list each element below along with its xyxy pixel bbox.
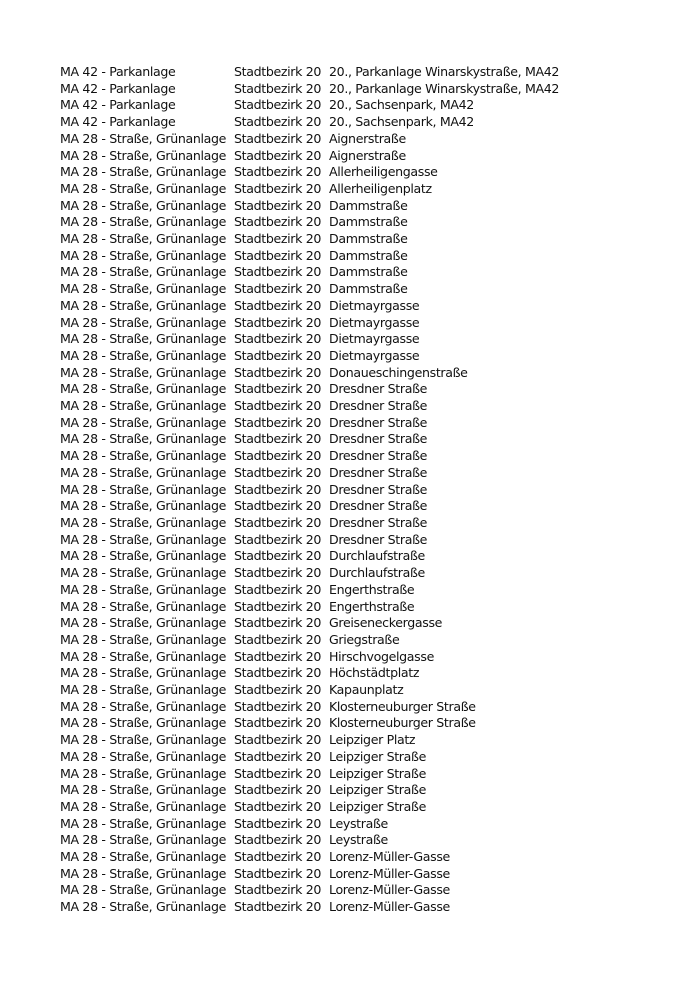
department-cell: MA 28 - Straße, Grünanlage [60, 648, 227, 664]
location-cell: Dammstraße [329, 264, 408, 280]
district-cell: Stadtbezirk 20 [234, 514, 322, 530]
table-row [60, 97, 559, 114]
table-row [60, 248, 559, 265]
location-cell: Engerthstraße [329, 581, 415, 597]
district-cell: Stadtbezirk 20 [234, 615, 322, 631]
department-cell: MA 28 - Straße, Grünanlage [60, 899, 227, 915]
district-cell: Stadtbezirk 20 [234, 581, 322, 597]
location-cell: Allerheiligenplatz [329, 180, 432, 196]
department-cell: MA 28 - Straße, Grünanlage [60, 214, 227, 230]
location-cell: Klosterneuburger Straße [329, 698, 476, 714]
location-cell: Dietmayrgasse [329, 331, 420, 347]
department-cell: MA 28 - Straße, Grünanlage [60, 865, 227, 881]
location-cell: Klosterneuburger Straße [329, 715, 476, 731]
table-row [60, 331, 559, 348]
department-cell: MA 28 - Straße, Grünanlage [60, 849, 227, 865]
location-cell: Greiseneckergasse [329, 615, 443, 631]
table-row [60, 782, 559, 799]
department-cell: MA 28 - Straße, Grünanlage [60, 347, 227, 363]
department-cell: MA 28 - Straße, Grünanlage [60, 765, 227, 781]
department-cell: MA 28 - Straße, Grünanlage [60, 665, 227, 681]
district-cell: Stadtbezirk 20 [234, 64, 322, 79]
district-cell: Stadtbezirk 20 [234, 598, 322, 614]
table-row [60, 431, 559, 448]
table-row [60, 315, 559, 332]
table-row [60, 532, 559, 549]
table-row [60, 114, 559, 131]
table-row [60, 148, 559, 165]
district-cell: Stadtbezirk 20 [234, 899, 322, 915]
location-cell: Durchlaufstraße [329, 565, 425, 581]
location-cell: Dammstraße [329, 214, 408, 230]
district-cell: Stadtbezirk 20 [234, 832, 322, 848]
district-cell: Stadtbezirk 20 [234, 715, 322, 731]
table-row [60, 281, 559, 298]
district-cell: Stadtbezirk 20 [234, 347, 322, 363]
district-cell: Stadtbezirk 20 [234, 214, 322, 230]
department-cell: MA 42 - Parkanlage [60, 64, 176, 79]
location-cell: 20., Sachsenpark, MA42 [329, 97, 474, 113]
table-row [60, 448, 559, 465]
table-row [60, 548, 559, 565]
location-cell: Dresdner Straße [329, 514, 428, 530]
department-cell: MA 28 - Straße, Grünanlage [60, 531, 227, 547]
department-cell: MA 28 - Straße, Grünanlage [60, 464, 227, 480]
department-cell: MA 28 - Straße, Grünanlage [60, 498, 227, 514]
district-cell: Stadtbezirk 20 [234, 114, 322, 130]
location-cell: Lorenz-Müller-Gasse [329, 849, 450, 865]
department-cell: MA 28 - Straße, Grünanlage [60, 364, 227, 380]
table-row [60, 849, 559, 866]
table-row [60, 398, 559, 415]
district-cell: Stadtbezirk 20 [234, 448, 322, 464]
district-cell: Stadtbezirk 20 [234, 765, 322, 781]
table-row [60, 264, 559, 281]
location-cell: Donaueschingenstraße [329, 364, 468, 380]
table-row [60, 699, 559, 716]
department-cell: MA 28 - Straße, Grünanlage [60, 732, 227, 748]
location-cell: Leipziger Platz [329, 732, 416, 748]
district-cell: Stadtbezirk 20 [234, 698, 322, 714]
location-cell: Dietmayrgasse [329, 297, 420, 313]
district-cell: Stadtbezirk 20 [234, 464, 322, 480]
location-cell: Griegstraße [329, 631, 400, 647]
district-cell: Stadtbezirk 20 [234, 247, 322, 263]
location-cell: Dresdner Straße [329, 498, 428, 514]
department-cell: MA 28 - Straße, Grünanlage [60, 832, 227, 848]
location-cell: 20., Sachsenpark, MA42 [329, 114, 474, 130]
department-cell: MA 28 - Straße, Grünanlage [60, 297, 227, 313]
district-cell: Stadtbezirk 20 [234, 97, 322, 113]
table-row [60, 515, 559, 532]
location-cell: Lorenz-Müller-Gasse [329, 899, 450, 915]
district-cell: Stadtbezirk 20 [234, 130, 322, 146]
table-row [60, 615, 559, 632]
department-cell: MA 28 - Straße, Grünanlage [60, 565, 227, 581]
district-cell: Stadtbezirk 20 [234, 865, 322, 881]
department-cell: MA 28 - Straße, Grünanlage [60, 514, 227, 530]
location-cell: Leystraße [329, 815, 388, 831]
table-row [60, 214, 559, 231]
district-cell: Stadtbezirk 20 [234, 565, 322, 581]
district-cell: Stadtbezirk 20 [234, 648, 322, 664]
district-cell: Stadtbezirk 20 [234, 297, 322, 313]
location-cell: Dresdner Straße [329, 448, 428, 464]
department-cell: MA 28 - Straße, Grünanlage [60, 381, 227, 397]
location-cell: Leipziger Straße [329, 748, 426, 764]
location-cell: Dresdner Straße [329, 531, 428, 547]
table-row [60, 81, 559, 98]
district-cell: Stadtbezirk 20 [234, 882, 322, 898]
department-cell: MA 28 - Straße, Grünanlage [60, 748, 227, 764]
location-table [60, 64, 559, 916]
district-cell: Stadtbezirk 20 [234, 748, 322, 764]
district-cell: Stadtbezirk 20 [234, 682, 322, 698]
department-cell: MA 28 - Straße, Grünanlage [60, 314, 227, 330]
table-row [60, 181, 559, 198]
department-cell: MA 28 - Straße, Grünanlage [60, 815, 227, 831]
table-row [60, 816, 559, 833]
location-cell: Lorenz-Müller-Gasse [329, 865, 450, 881]
location-cell: Dammstraße [329, 247, 408, 263]
table-row [60, 64, 559, 81]
table-row [60, 749, 559, 766]
location-cell: Dresdner Straße [329, 481, 428, 497]
location-cell: 20., Parkanlage Winarskystraße, MA42 [329, 80, 560, 96]
table-row [60, 198, 559, 215]
table-row [60, 866, 559, 883]
department-cell: MA 28 - Straße, Grünanlage [60, 130, 227, 146]
location-cell: Leystraße [329, 832, 388, 848]
district-cell: Stadtbezirk 20 [234, 231, 322, 247]
department-cell: MA 28 - Straße, Grünanlage [60, 782, 227, 798]
department-cell: MA 28 - Straße, Grünanlage [60, 682, 227, 698]
table-row [60, 732, 559, 749]
table-row [60, 348, 559, 365]
location-cell: Durchlaufstraße [329, 548, 425, 564]
district-cell: Stadtbezirk 20 [234, 164, 322, 180]
table-row [60, 381, 559, 398]
department-cell: MA 28 - Straße, Grünanlage [60, 631, 227, 647]
location-cell: Dresdner Straße [329, 431, 428, 447]
district-cell: Stadtbezirk 20 [234, 180, 322, 196]
department-cell: MA 28 - Straße, Grünanlage [60, 798, 227, 814]
district-cell: Stadtbezirk 20 [234, 197, 322, 213]
department-cell: MA 28 - Straße, Grünanlage [60, 598, 227, 614]
department-cell: MA 28 - Straße, Grünanlage [60, 197, 227, 213]
department-cell: MA 28 - Straße, Grünanlage [60, 180, 227, 196]
district-cell: Stadtbezirk 20 [234, 264, 322, 280]
location-cell: 20., Parkanlage Winarskystraße, MA42 [329, 64, 560, 79]
location-cell: Höchstädtplatz [329, 665, 420, 681]
location-cell: Dresdner Straße [329, 398, 428, 414]
table-row [60, 632, 559, 649]
district-cell: Stadtbezirk 20 [234, 631, 322, 647]
district-cell: Stadtbezirk 20 [234, 364, 322, 380]
table-row [60, 231, 559, 248]
location-cell: Aignerstraße [329, 130, 406, 146]
district-cell: Stadtbezirk 20 [234, 815, 322, 831]
location-cell: Aignerstraße [329, 147, 406, 163]
document-page [60, 64, 680, 916]
table-row [60, 498, 559, 515]
table-row [60, 298, 559, 315]
department-cell: MA 28 - Straße, Grünanlage [60, 481, 227, 497]
district-cell: Stadtbezirk 20 [234, 498, 322, 514]
district-cell: Stadtbezirk 20 [234, 798, 322, 814]
district-cell: Stadtbezirk 20 [234, 80, 322, 96]
location-cell: Dammstraße [329, 281, 408, 297]
table-row [60, 465, 559, 482]
location-cell: Leipziger Straße [329, 782, 426, 798]
department-cell: MA 28 - Straße, Grünanlage [60, 882, 227, 898]
department-cell: MA 28 - Straße, Grünanlage [60, 414, 227, 430]
department-cell: MA 28 - Straße, Grünanlage [60, 147, 227, 163]
department-cell: MA 28 - Straße, Grünanlage [60, 431, 227, 447]
table-row [60, 565, 559, 582]
location-cell: Allerheiligengasse [329, 164, 438, 180]
table-row [60, 682, 559, 699]
table-row [60, 131, 559, 148]
district-cell: Stadtbezirk 20 [234, 147, 322, 163]
location-cell: Dresdner Straße [329, 414, 428, 430]
location-cell: Dammstraße [329, 197, 408, 213]
location-cell: Lorenz-Müller-Gasse [329, 882, 450, 898]
department-cell: MA 42 - Parkanlage [60, 80, 176, 96]
district-cell: Stadtbezirk 20 [234, 548, 322, 564]
district-cell: Stadtbezirk 20 [234, 281, 322, 297]
department-cell: MA 28 - Straße, Grünanlage [60, 264, 227, 280]
department-cell: MA 28 - Straße, Grünanlage [60, 247, 227, 263]
table-row [60, 365, 559, 382]
district-cell: Stadtbezirk 20 [234, 782, 322, 798]
table-row [60, 665, 559, 682]
district-cell: Stadtbezirk 20 [234, 331, 322, 347]
department-cell: MA 28 - Straße, Grünanlage [60, 231, 227, 247]
department-cell: MA 42 - Parkanlage [60, 114, 176, 130]
department-cell: MA 28 - Straße, Grünanlage [60, 164, 227, 180]
department-cell: MA 28 - Straße, Grünanlage [60, 448, 227, 464]
location-cell: Dresdner Straße [329, 464, 428, 480]
district-cell: Stadtbezirk 20 [234, 531, 322, 547]
table-row [60, 766, 559, 783]
district-cell: Stadtbezirk 20 [234, 481, 322, 497]
department-cell: MA 42 - Parkanlage [60, 97, 176, 113]
table-row [60, 715, 559, 732]
location-cell: Engerthstraße [329, 598, 415, 614]
table-body [60, 64, 559, 916]
location-cell: Hirschvogelgasse [329, 648, 434, 664]
table-row [60, 649, 559, 666]
location-cell: Dammstraße [329, 231, 408, 247]
table-row [60, 582, 559, 599]
district-cell: Stadtbezirk 20 [234, 732, 322, 748]
department-cell: MA 28 - Straße, Grünanlage [60, 698, 227, 714]
department-cell: MA 28 - Straße, Grünanlage [60, 331, 227, 347]
table-row [60, 899, 559, 916]
district-cell: Stadtbezirk 20 [234, 381, 322, 397]
department-cell: MA 28 - Straße, Grünanlage [60, 281, 227, 297]
table-row [60, 164, 559, 181]
location-cell: Dietmayrgasse [329, 347, 420, 363]
department-cell: MA 28 - Straße, Grünanlage [60, 398, 227, 414]
location-cell: Leipziger Straße [329, 798, 426, 814]
location-cell: Dresdner Straße [329, 381, 428, 397]
table-row [60, 799, 559, 816]
table-row [60, 415, 559, 432]
district-cell: Stadtbezirk 20 [234, 849, 322, 865]
location-cell: Leipziger Straße [329, 765, 426, 781]
table-row [60, 832, 559, 849]
table-row [60, 882, 559, 899]
table-row [60, 599, 559, 616]
district-cell: Stadtbezirk 20 [234, 314, 322, 330]
department-cell: MA 28 - Straße, Grünanlage [60, 615, 227, 631]
location-cell: Dietmayrgasse [329, 314, 420, 330]
location-cell: Kapaunplatz [329, 682, 404, 698]
department-cell: MA 28 - Straße, Grünanlage [60, 548, 227, 564]
department-cell: MA 28 - Straße, Grünanlage [60, 715, 227, 731]
district-cell: Stadtbezirk 20 [234, 414, 322, 430]
department-cell: MA 28 - Straße, Grünanlage [60, 581, 227, 597]
table-row [60, 482, 559, 499]
district-cell: Stadtbezirk 20 [234, 398, 322, 414]
district-cell: Stadtbezirk 20 [234, 665, 322, 681]
district-cell: Stadtbezirk 20 [234, 431, 322, 447]
